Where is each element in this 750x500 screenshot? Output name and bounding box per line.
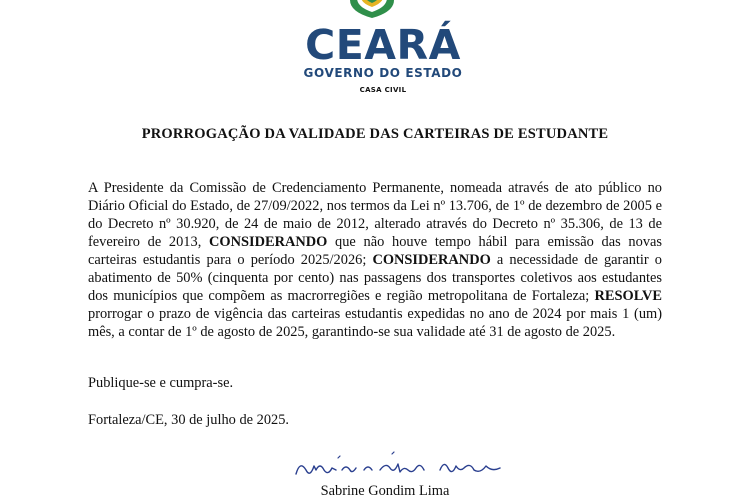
place-and-date: Fortaleza/CE, 30 de julho de 2025. [88, 412, 290, 428]
body-part-2: que não houve tempo hábil para emissão das novas carteiras estudantis para o período 2025/2026; [88, 234, 662, 268]
signer-name: Sabrine Gondim Lima [320, 483, 450, 499]
considerando-keyword-1: CONSIDERANDO [209, 234, 328, 250]
department-name: CASA CIVIL [359, 86, 407, 94]
brand-subtitle: GOVERNO DO ESTADO [303, 66, 463, 80]
resolve-keyword: RESOLVE [594, 288, 662, 304]
state-shield-icon [347, 0, 397, 18]
document-title: PRORROGAÇÃO DA VALIDADE DAS CARTEIRAS DE ESTUDANTE [141, 126, 609, 142]
body-part-4: prorrogar o prazo de vigência das carteiras estudantis expedidas no ano de 2024 por mais 1 (um) mês, a contar de 1º de agosto de 2025, garantindo-se sua validade até 31 de agosto de 2025. [88, 306, 662, 340]
document-body [88, 179, 662, 341]
brand-name: CEARÁ [305, 21, 461, 69]
body-part-3: a necessidade de garantir o abatimento de 50% (cinquenta por cento) nas passagens dos transportes coletivos aos estudantes dos municípios que compõem as macrorregiões e região metropolitana de Fortaleza; [88, 252, 662, 304]
handwritten-signature [290, 448, 520, 482]
body-part-1: A Presidente da Comissão de Credenciamento Permanente, nomeada através de ato público no Diário Oficial do Estado, de 27/09/2022, nos termos da Lei nº 13.706, de 1º de dezembro de 2005 e do Decreto nº 30.920, de 24 de maio de 2012, alterado através do Decreto nº 35.306, de 13 de fevereiro de 2013, [88, 180, 662, 250]
closing-line: Publique-se e cumpra-se. [88, 375, 234, 391]
letterhead [0, 0, 750, 100]
considerando-keyword-2: CONSIDERANDO [372, 252, 491, 268]
